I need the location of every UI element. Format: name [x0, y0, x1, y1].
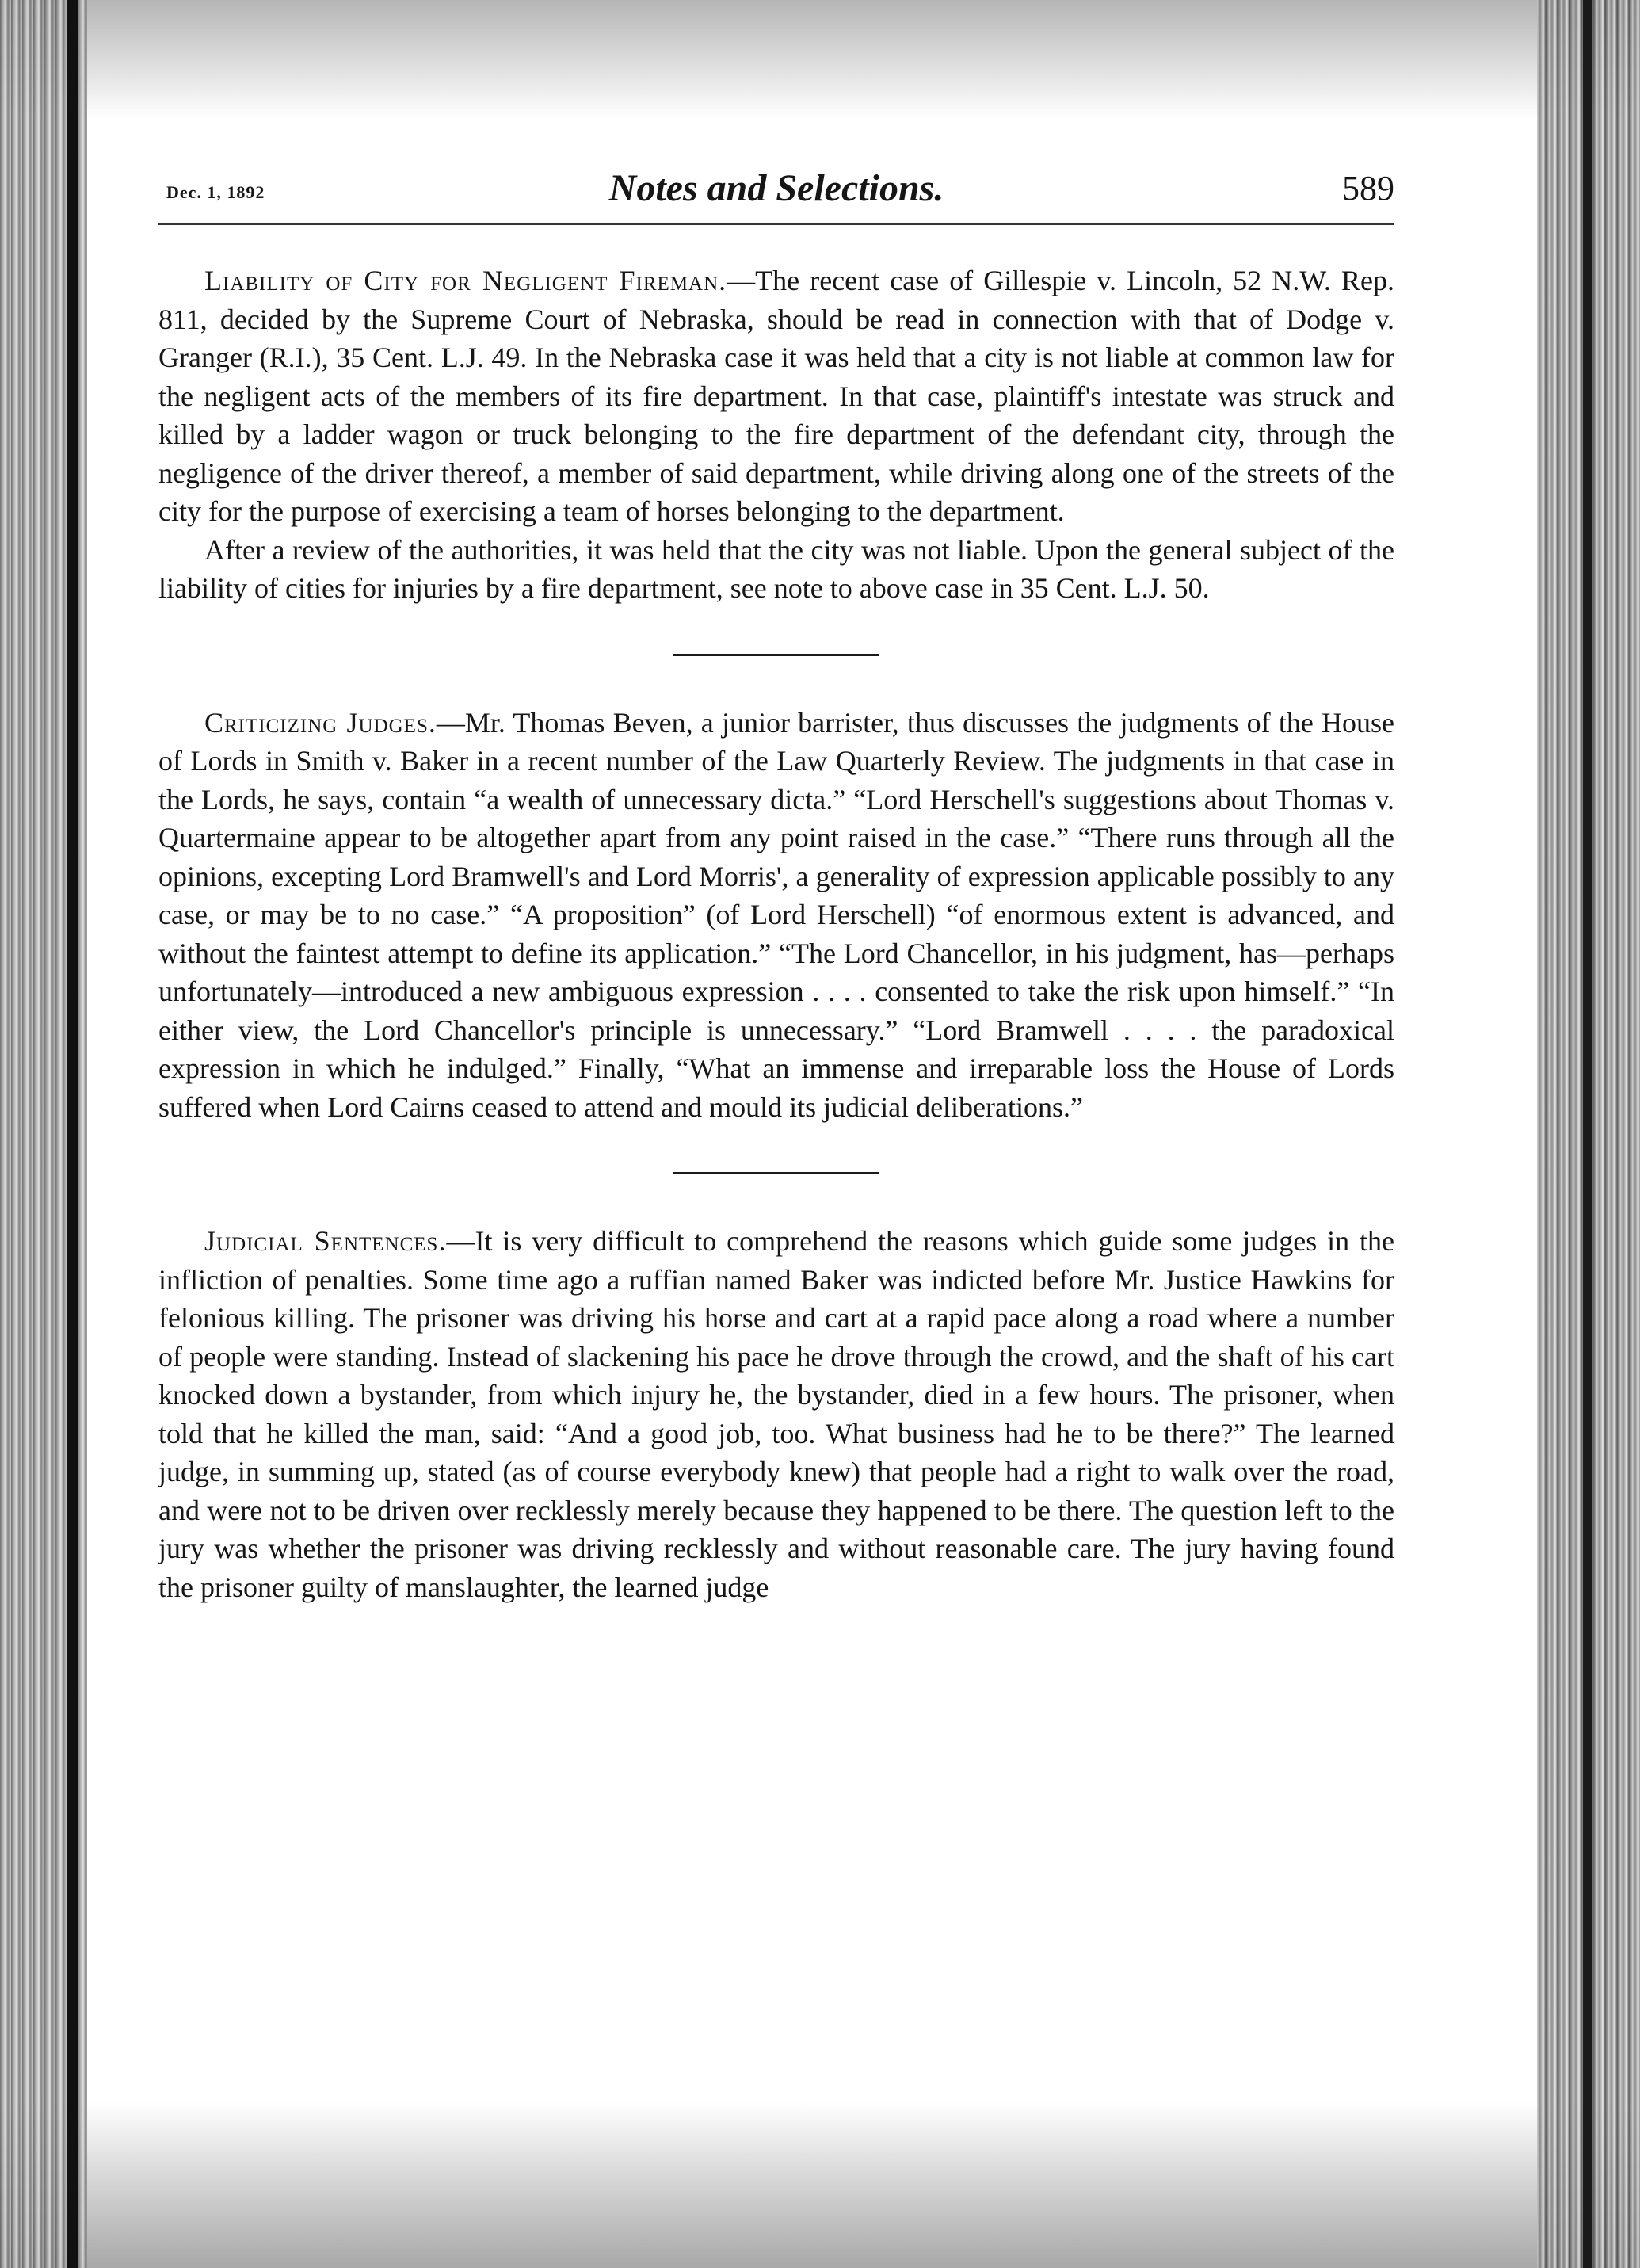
article-text: —It is very difficult to comprehend the reasons which guide some judges in the infliction of penalties. Some time ago a ruffian named Baker was indicted before Mr. Justice Hawkins for felonious killing. The prisoner was driving his horse and cart at a rapid pace along a road where a number of people were standing. Instead of slackening his pace he drove through the crowd, and the shaft of his cart knocked down a bystander, from which injury he, the bystander, died in a few hours. The prisoner, when told that he killed the man, said: “And a good job, too. What business had he to be there?” The learned judge, in summing up, stated (as of course everybody knew) that people had a right to walk over the road, and were not to be driven over recklessly merely because they happened to be there. The question left to the jury was whether the prisoner was driving recklessly and without reasonable care. The jury having found the prisoner guilty of manslaughter, the learned judge	[158, 1225, 1395, 1603]
binding-line-right	[1583, 0, 1592, 2268]
running-head	[158, 158, 1394, 230]
section-divider	[673, 654, 879, 656]
article-criticizing-judges	[158, 704, 1394, 1127]
article-liability	[158, 262, 1394, 608]
page-number: 589	[1342, 169, 1394, 208]
article-paragraph	[158, 262, 1394, 531]
article-heading: Criticizing Judges.	[204, 706, 437, 739]
article-heading: Judicial Sentences.	[204, 1225, 447, 1257]
header-date: Dec. 1, 1892	[166, 182, 265, 202]
article-paragraph	[158, 1222, 1394, 1606]
article-heading: Liability of City for Negligent Fireman.	[204, 265, 727, 296]
article-text: —The recent case of Gillespie v. Lincoln, 52 N.W. Rep. 811, decided by the Supreme Court of Nebraska, should be read in connection with that of Dodge v. Granger (R.I.), 35 Cent. L.J. 49. In the Nebraska case it was held that a city is not liable at common law for the negligent acts of the members of its fire department. In that case, plaintiff's intestate was struck and killed by a ladder wagon or truck belonging to the fire department of the defendant city, through the negligence of the driver thereof, a member of said department, while driving along one of the streets of the city for the purpose of exercising a team of horses belonging to the department.	[158, 265, 1394, 527]
scan-shadow-top	[0, 0, 1640, 119]
document-page	[158, 158, 1394, 1606]
article-paragraph: After a review of the authorities, it was held that the city was not liable. Upon the general subject of the liability of cities for injuries by a fire department, see note to above case in 35 Cent. L.J. 50.	[158, 533, 1394, 604]
header-rule	[158, 223, 1394, 225]
section-divider	[673, 1172, 879, 1174]
article-text: —Mr. Thomas Beven, a junior barrister, thus discusses the judgments of the House of Lords in Smith v. Baker in a recent number of the Law Quarterly Review. The judgments in that case in the Lords, he says, contain “a wealth of unnecessary dicta.” “Lord Herschell's suggestions about Thomas v. Quartermaine appear to be altogether apart from any point raised in the case.” “There runs through all the opinions, excepting Lord Bramwell's and Lord Morris', a generality of expression applicable possibly to any case, or may be to no case.” “A proposition” (of Lord Herschell) “of enormous extent is advanced, and without the faintest attempt to define its application.” “The Lord Chancellor, in his judgment, has—perhaps unfortunately—introduced a new ambiguous expression . . . . consented to take the risk upon himself.” “In either view, the Lord Chancellor's principle is unnecessary.” “Lord Bramwell . . . . the paradoxical expression in which he indulged.” Finally, “What an immense and irreparable loss the House of Lords suffered when Lord Cairns ceased to attend and mould its judicial deliberations.”	[158, 706, 1394, 1123]
scan-shadow-bottom	[0, 2102, 1640, 2268]
article-paragraph	[158, 704, 1394, 1127]
binding-line-left	[67, 0, 78, 2268]
header-title: Notes and Selections.	[608, 167, 944, 209]
article-judicial-sentences	[158, 1222, 1394, 1606]
